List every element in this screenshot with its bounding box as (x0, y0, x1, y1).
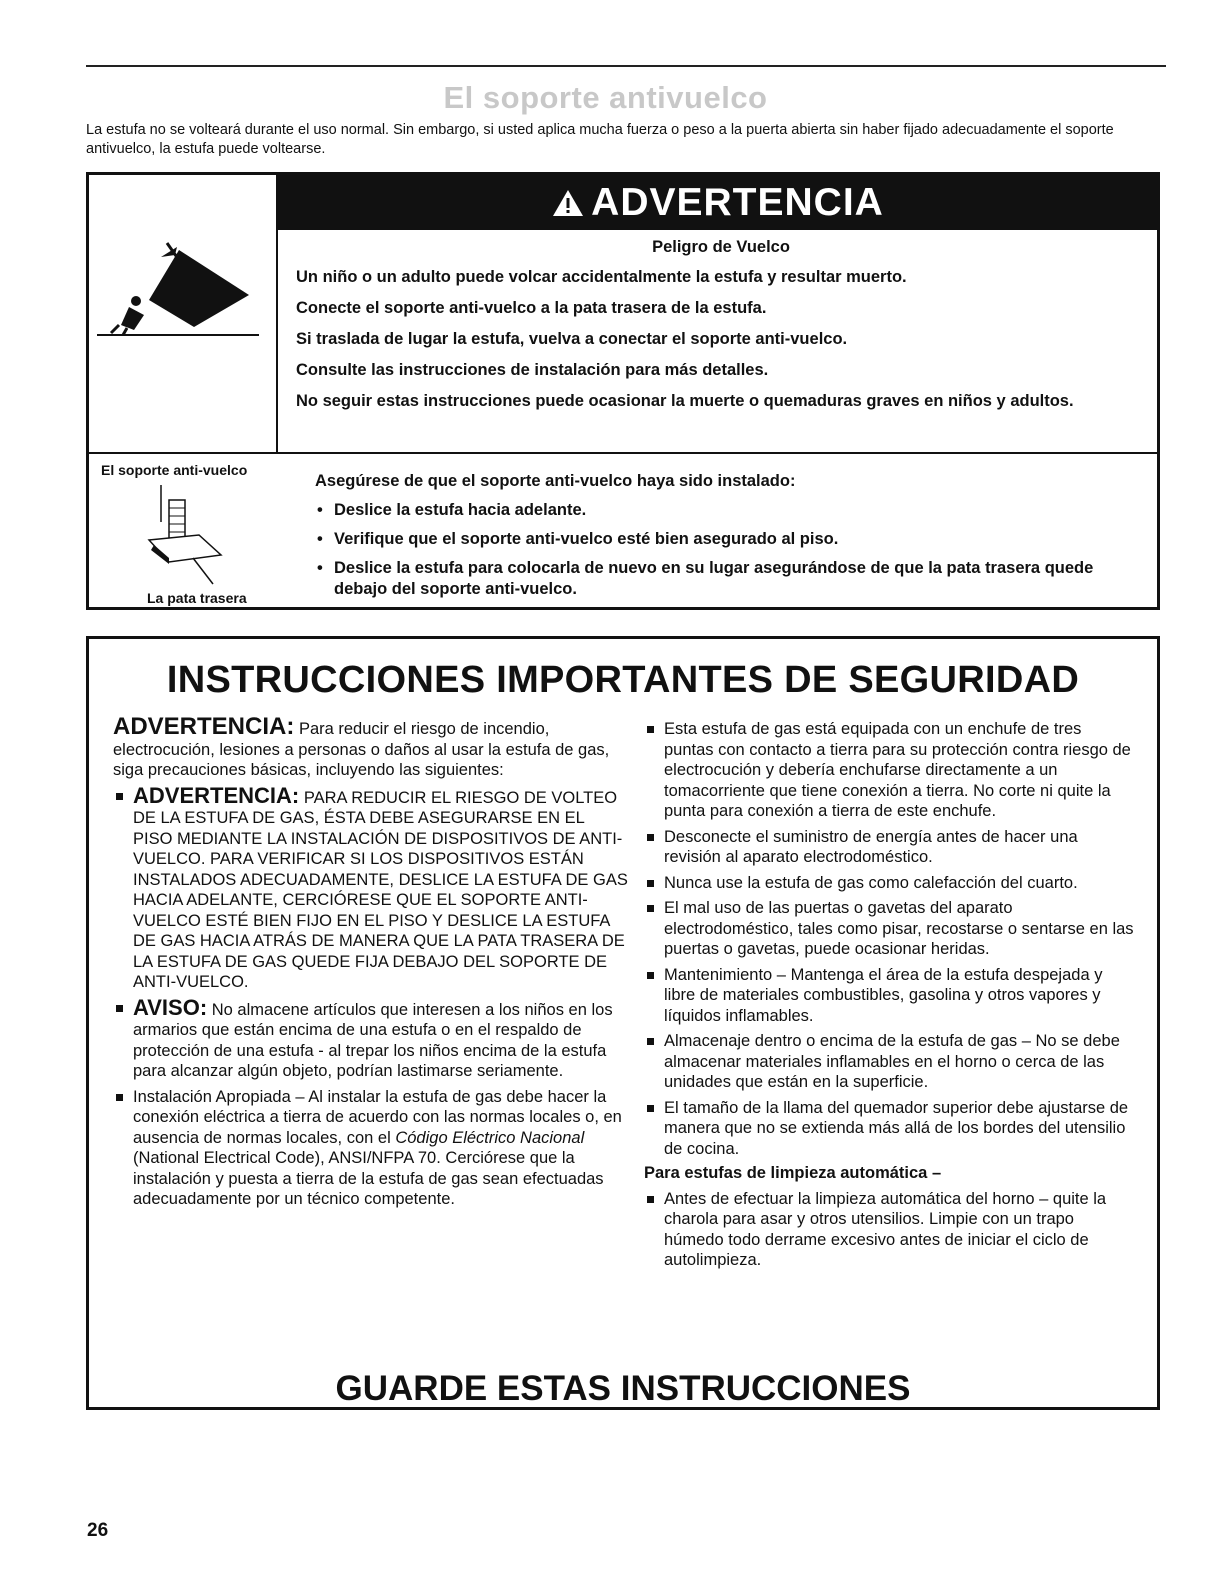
item-label: AVISO: (133, 994, 208, 1020)
list-item: • Deslice la estufa hacia adelante. (315, 500, 1145, 521)
bullet-icon (647, 1038, 654, 1045)
item-italic: Código Eléctrico Nacional (395, 1128, 585, 1147)
rear-leg-caption: La pata trasera (147, 590, 247, 606)
list-item (644, 1031, 1134, 1093)
warning-line: Conecte el soporte anti-vuelco a la pata trasera de la estufa. (296, 299, 767, 317)
warning-text (296, 237, 1146, 422)
bullet-icon (647, 905, 654, 912)
list-item (644, 1189, 1134, 1271)
item-text: Desconecte el suministro de energía antes de hacer una revisión al aparato electrodoméstico. (664, 827, 1078, 866)
bullet-icon (647, 880, 654, 887)
safety-title: INSTRUCCIONES IMPORTANTES DE SEGURIDAD (166, 659, 1080, 701)
anti-tip-bracket-icon (129, 480, 239, 590)
left-column (113, 713, 628, 1210)
bullet-icon (647, 972, 654, 979)
tip-over-icon (89, 175, 276, 452)
page-number: 26 (87, 1520, 109, 1541)
safety-lead (113, 713, 628, 781)
self-clean-heading: Para estufas de limpieza automática – (644, 1164, 942, 1182)
bullet-icon (647, 1105, 654, 1112)
bullet-icon (116, 1005, 123, 1012)
check-lead: Asegúrese de que el soporte anti-vuelco haya sido instalado: (315, 472, 796, 490)
list-item (644, 719, 1134, 822)
bullet-icon (647, 834, 654, 841)
item-text: El tamaño de la llama del quemador superior debe ajustarse de manera que no se extienda más allá de los bordes del utensilio de cocina. (664, 1098, 1129, 1158)
warning-line: Consulte las instrucciones de instalación para más detalles. (296, 361, 769, 379)
warning-line: Si traslada de lugar la estufa, vuelva a conectar el soporte anti-vuelco. (296, 330, 848, 348)
right-column (644, 719, 1134, 1271)
warning-box (86, 172, 1160, 610)
section-title: El soporte antivuelco (443, 80, 768, 115)
lead-text: Para reducir el riesgo de incendio, electrocución, lesiones a personas o daños al usar la estufa de gas, siga precauciones básicas, incluyendo las siguientes: (113, 720, 610, 779)
item-text: Nunca use la estufa de gas como calefacción del cuarto. (664, 873, 1078, 892)
item-text: Antes de efectuar la limpieza automática del horno – quite la charola para asar y otros utensilios. Limpie con un trapo húmedo todo derrame excesivo antes de iniciar el ciclo de autolimpieza. (664, 1189, 1107, 1269)
list-item (113, 994, 628, 1082)
installation-check (315, 471, 1145, 608)
list-item (644, 898, 1134, 960)
anchor-caption: El soporte anti-vuelco (101, 462, 248, 478)
list-item: • Deslice la estufa para colocarla de nuevo en su lugar asegurándose de que la pata trasera quede debajo del soporte anti-vuelco. (315, 558, 1145, 600)
list-item (644, 965, 1134, 1027)
intro-paragraph: La estufa no se volteará durante el uso normal. Sin embargo, si usted aplica mucha fuerza o peso a la puerta abierta sin haber fijado adecuadamente el soporte antivuelco, la estufa puede voltearse. (86, 122, 1114, 157)
bullet-icon (647, 1196, 654, 1203)
tip-over-illustration (89, 175, 278, 452)
item-text: (National Electrical Code), ANSI/NFPA 70. Cerciórese que la instalación y puesta a tierra de la estufa de gas sean efectuadas adecuadamente por un técnico competente. (133, 1149, 604, 1208)
hazard-title: Peligro de Vuelco (652, 238, 790, 256)
safety-instructions-box (86, 636, 1160, 1410)
item-text: Instalación Apropiada – Al instalar la estufa de gas debe hacer la conexión eléctrica a tierra de acuerdo con las normas locales o, en ausencia de normas locales, con el (133, 1087, 622, 1147)
top-rule (86, 65, 1166, 67)
list-item (644, 873, 1134, 894)
check-list (315, 500, 1145, 600)
item-text: El mal uso de las puertas o gavetas del aparato electrodoméstico, tales como pisar, recostarse o sentarse en las puertas o gavetas, puede ocasionar heridas. (664, 899, 1134, 958)
list-item: • Verifique que el soporte anti-vuelco esté bien asegurado al piso. (315, 529, 1145, 550)
bullet-icon (116, 793, 123, 800)
item-text: No almacene artículos que interesen a los niños en los armarios que están encima de una estufa o en el respaldo de protección de una estufa - al trepar los niños encima de la estufa para alcanzar algún objeto, podrían lastimarse seriamente. (133, 1000, 613, 1080)
warning-line: No seguir estas instrucciones puede ocasionar la muerte o quemaduras graves en niños y adultos. (296, 392, 1074, 410)
lead-label: ADVERTENCIA: (113, 713, 295, 740)
item-text: Mantenimiento – Mantenga el área de la estufa despejada y libre de materiales combustibles, gasolina y otros vapores y líquidos inflamables. (664, 965, 1103, 1025)
bullet-icon (116, 1094, 123, 1101)
warning-banner (278, 175, 1157, 230)
item-text: Esta estufa de gas está equipada con un enchufe de tres puntas con contacto a tierra para su protección contra riesgo de electrocución y debería enchufarse directamente a un tomacorriente que tiene conexión a tierra. No corte ni quite la punta para conexión a tierra de este enchufe. (664, 720, 1131, 820)
item-text: Almacenaje dentro o encima de la estufa de gas – No se debe almacenar materiales inflamables en el horno o cerca de las unidades que están en la superficie. (664, 1032, 1120, 1091)
list-item (113, 782, 628, 993)
warning-banner-label: ADVERTENCIA (591, 180, 884, 224)
warning-triangle-icon (551, 188, 585, 218)
list-item (644, 1098, 1134, 1160)
item-text: PARA REDUCIR EL RIESGO DE VOLTEO DE LA ESTUFA DE GAS, ÉSTA DEBE ASEGURARSE EN EL PISO MEDIANTE LA INSTALACIÓN DE DISPOSITIVOS DE ANTI-VUELCO. PARA VERIFICAR SI LOS DISPOSITIVOS ESTÁN INSTALADOS ADECUADAMENTE, DESLICE LA ESTUFA DE GAS HACIA ADELANTE, CERCIÓRESE QUE EL SOPORTE ANTI-VUELCO ESTÉ BIEN FIJO EN EL PISO Y DESLICE LA ESTUFA DE GAS HACIA ATRÁS DE MANERA QUE LA PATA TRASERA DE LA ESTUFA DE GAS QUEDE FIJA DEBAJO DEL SOPORTE DE ANTI-VUELCO. (133, 788, 628, 991)
warning-line: Un niño o un adulto puede volcar accidentalmente la estufa y resultar muerto. (296, 268, 907, 286)
warning-divider (89, 452, 1157, 454)
save-instructions-footer: GUARDE ESTAS INSTRUCCIONES (335, 1369, 911, 1408)
item-label: ADVERTENCIA: (133, 782, 300, 808)
bullet-icon (647, 726, 654, 733)
list-item (644, 827, 1134, 868)
list-item (113, 1087, 628, 1210)
